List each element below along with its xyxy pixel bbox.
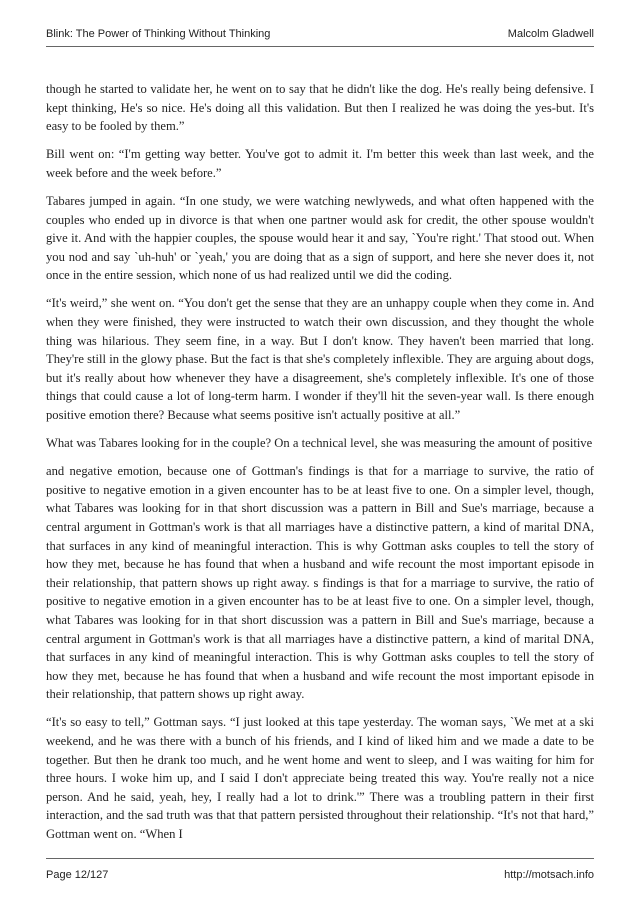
paragraph: Bill went on: “I'm getting way better. You've got to admit it. I'm better this week than last week, and the week before and the week before.” <box>46 147 594 180</box>
page-number: Page 12/127 <box>46 869 109 881</box>
paragraph: “It's so easy to tell,” Gottman says. “I just looked at this tape yesterday. The woman says, `We met at a ski weekend, and he was there with a bunch of his friends, and I kind of liked him and we made a date to be together. But then he drank too much, and he went home and went to sleep, and I was waiting for him for three hours. I woke him up, and I said I don't appreciate being treated this way. You're really not a nice person. And he said, yeah, hey, I really had a lot to drink.'” There was a troubling pattern in their first interaction, and the sad truth was that that pattern persisted throughout their relationship. “It's not that hard,” Gottman went on. “When I <box>46 715 594 841</box>
author-name: Malcolm Gladwell <box>507 28 594 40</box>
paragraph: “It's weird,” she went on. “You don't get the sense that they are an unhappy couple when they come in. And when they were finished, they were instructed to watch their own discussion, and they thought the whole thing was hilarious. They seem fine, in a way. But I don't know. They haven't been married that long. They're still in the glowy phase. But the fact is that she's completely inflexible. They are arguing about dogs, but it's really about how whenever they have a disagreement, she's completely inflexible. It's one of those things that could cause a lot of long-term harm. I wonder if they'll hit the seven-year wall. Is there enough positive emotion there? Because what seems positive isn't actually positive at all.” <box>46 296 594 422</box>
paragraph: and negative emotion, because one of Gottman's findings is that for a marriage to survive, the ratio of positive to negative emotion in a given encounter has to be at least five to one. On a simpler level, though, what Tabares was looking for in that short discussion was a pattern in Bill and Sue's marriage, because a central argument in Gottman's work is that all marriages have a distinctive pattern, a kind of marital DNA, that surfaces in any kind of meaningful interaction. This is why Gottman asks couples to tell the story of how they met, because he has found that when a husband and wife recount the most important episode in their relationship, that pattern shows up right away. s findings is that for a marriage to survive, the ratio of positive to negative emotion in a given encounter has to be at least five to one. On a simpler level, though, what Tabares was looking for in that short discussion was a pattern in Bill and Sue's marriage, because a central argument in Gottman's work is that all marriages have a distinctive pattern, a kind of marital DNA, that surfaces in any kind of meaningful interaction. This is why Gottman asks couples to tell the story of how they met, because he has found that when a husband and wife recount the most important episode in their relationship, that pattern shows up right away. <box>46 464 594 702</box>
footer-divider <box>46 858 594 859</box>
page-footer <box>46 869 594 881</box>
paragraph: though he started to validate her, he went on to say that he didn't like the dog. He's really being defensive. I kept thinking, He's so nice. He's doing all this validation. But then I realized he was doing the yes-but. It's easy to be fooled by them.” <box>46 82 594 134</box>
book-title: Blink: The Power of Thinking Without Thinking <box>46 28 271 40</box>
paragraph: Tabares jumped in again. “In one study, we were watching newlyweds, and what often happened with the couples who ended up in divorce is that when one partner would ask for credit, the other spouse wouldn't give it. And with the happier couples, the spouse would hear it and say, `You're right.' That stood out. When you nod and say `uh-huh' or `yeah,' you are doing that as a sign of support, and here she never does it, not once in the entire session, which none of us had realized until we did the coding. <box>46 193 594 283</box>
paragraph: What was Tabares looking for in the couple? On a technical level, she was measuring the amount of positive <box>46 436 593 451</box>
page-body <box>46 80 594 853</box>
page-header <box>46 28 594 40</box>
header-divider <box>46 46 594 47</box>
site-link[interactable]: http://motsach.info <box>504 869 594 881</box>
